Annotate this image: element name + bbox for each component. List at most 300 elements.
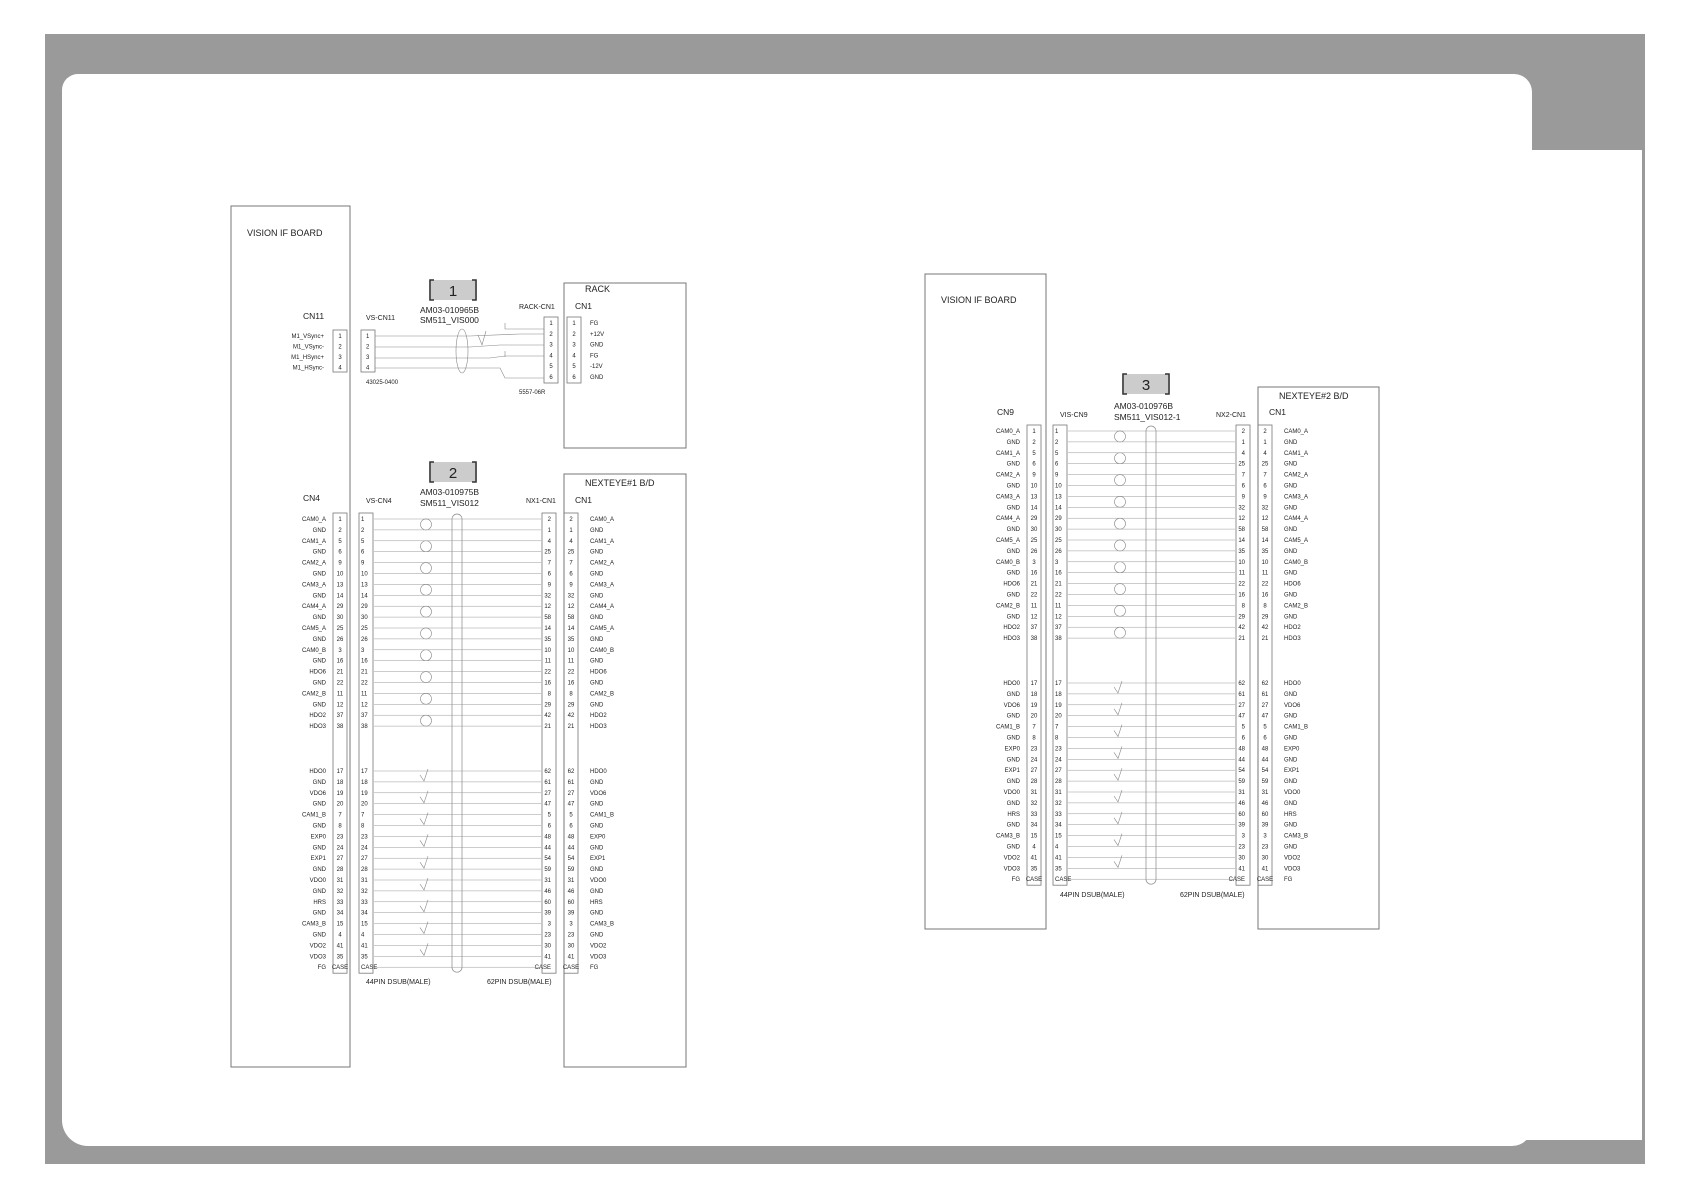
vs-pin: 26	[1055, 548, 1062, 555]
vs-pin: 8	[1055, 735, 1059, 742]
left-pin: 19	[1030, 702, 1038, 709]
left-pin: 35	[336, 954, 344, 961]
right-signal: GND	[590, 867, 604, 874]
nx-pin: 4	[547, 538, 551, 545]
cable1-rack-pin: 6	[549, 375, 553, 381]
cn1-pin: 21	[1261, 636, 1269, 643]
vs-pin: 22	[361, 680, 368, 687]
right-signal: CAM2_A	[590, 560, 615, 567]
shield-marker	[421, 715, 432, 726]
nx-pin: 6	[1241, 735, 1245, 742]
cn1-pin: 27	[567, 790, 575, 797]
left-signal: GND	[312, 527, 326, 534]
shield-marker	[1115, 627, 1126, 638]
right-signal: CAM0_A	[590, 517, 615, 523]
vs-pin: 19	[361, 790, 368, 797]
vs-pin: 38	[361, 724, 368, 731]
cn1-pin: 5	[1263, 724, 1267, 731]
left-signal: EXP0	[1004, 746, 1020, 753]
left-signal: CAM3_B	[995, 833, 1020, 840]
left-signal: CAM3_B	[301, 921, 326, 928]
nx-pin: 21	[1238, 636, 1245, 643]
left-pin: 25	[1030, 538, 1038, 544]
cable1-cn1-pin: 1	[572, 321, 576, 327]
right-signal: CAM3_A	[590, 582, 615, 589]
cable1-rack-pin: 5	[549, 364, 553, 371]
cable1-left-pin: 2	[338, 344, 342, 351]
vs-pin: 8	[361, 823, 365, 830]
cable1-vs-pin: 4	[366, 365, 370, 372]
left-signal: GND	[1006, 439, 1020, 446]
cable2-right-dsub: 62PIN DSUB(MALE)	[487, 979, 552, 986]
nexteye1-label: NEXTEYE#1 B/D	[585, 478, 655, 488]
nx-pin: 60	[1238, 811, 1245, 818]
cn1-pin: 31	[1261, 790, 1269, 796]
nexteye2-box	[1258, 387, 1379, 929]
nx-pin: 39	[1238, 822, 1245, 829]
cable1-rack-pin: 1	[549, 321, 553, 327]
left-pin: 34	[1030, 822, 1038, 829]
vs-pin: 28	[361, 867, 368, 874]
nx-pin: 10	[1238, 559, 1245, 566]
vs-pin: 29	[361, 604, 368, 611]
cn1-pin: 1	[1263, 439, 1267, 446]
nx-pin: 5	[1241, 724, 1245, 731]
vs-pin: 1	[361, 517, 365, 523]
nx-pin: 9	[1241, 494, 1245, 501]
vs-pin: 14	[1055, 505, 1062, 512]
left-pin: 4	[338, 932, 342, 939]
cable1-right-signal: -12V	[590, 364, 603, 371]
svg-text:1: 1	[448, 283, 458, 300]
left-signal: GND	[312, 658, 326, 665]
cable1-right-part: 5557-06R	[519, 390, 546, 396]
right-signal: GND	[590, 888, 604, 895]
cn1-pin: CASE	[562, 965, 580, 972]
right-signal: GND	[1284, 527, 1298, 534]
cable3-model: SM511_VIS012-1	[1114, 412, 1181, 422]
shield-marker	[1115, 496, 1126, 507]
vs-pin: 5	[361, 538, 365, 545]
left-pin: 23	[1030, 746, 1038, 753]
cable1-right-conn: CN1	[575, 301, 593, 311]
nx-pin: CASE	[1228, 877, 1245, 884]
left-pin: 35	[1030, 866, 1038, 873]
right-signal: GND	[1284, 570, 1298, 577]
right-signal: GND	[590, 527, 604, 534]
left-signal: HDO3	[1003, 636, 1020, 643]
left-pin: 10	[336, 571, 344, 578]
cn1-pin: 16	[567, 680, 575, 687]
left-pin: 25	[336, 626, 344, 632]
nx-pin: 29	[544, 702, 551, 709]
right-signal: GND	[590, 615, 604, 622]
left-pin: 32	[1030, 800, 1038, 807]
left-signal: CAM0_A	[301, 517, 326, 523]
nx-pin: 22	[544, 669, 551, 676]
svg-text:2: 2	[448, 465, 458, 482]
cn1-pin: CASE	[1256, 877, 1274, 884]
cable1-left-signal: M1_VSync-	[292, 344, 324, 351]
nexteye2-label: NEXTEYE#2 B/D	[1279, 391, 1349, 401]
vs-pin: 5	[1055, 450, 1059, 457]
right-signal: GND	[1284, 483, 1298, 490]
right-signal: FG	[590, 965, 599, 972]
left-pin: 18	[336, 779, 344, 786]
left-signal: GND	[1006, 548, 1020, 555]
vs-pin: 4	[1055, 844, 1059, 851]
left-signal: VDO6	[1003, 702, 1020, 709]
cable1-rack-conn: RACK-CN1	[519, 304, 555, 311]
left-signal: CAM2_A	[995, 472, 1020, 479]
shield-marker	[421, 650, 432, 661]
left-signal: EXP0	[310, 834, 326, 841]
left-pin: 27	[336, 856, 344, 863]
left-signal: GND	[312, 867, 326, 874]
cable1-vs-pin: 3	[366, 355, 370, 361]
vs-pin: 26	[361, 636, 368, 643]
cn1-pin: 61	[1261, 691, 1269, 698]
cable1-left-signal: M1_HSync-	[292, 365, 324, 372]
right-signal: GND	[590, 571, 604, 578]
cn1-pin: 32	[567, 593, 575, 600]
left-signal: GND	[1006, 844, 1020, 851]
nx-pin: 30	[544, 943, 551, 950]
cable2-nx-conn: NX1-CN1	[526, 498, 556, 505]
vs-pin: 10	[361, 571, 368, 578]
nx-pin: 7	[547, 560, 551, 567]
left-signal: GND	[312, 593, 326, 600]
cable1-left-pin: 4	[338, 365, 342, 372]
vs-pin: 35	[361, 954, 368, 961]
left-signal: FG	[317, 965, 326, 972]
nx-pin: 14	[544, 626, 551, 632]
cn1-pin: 42	[1261, 625, 1269, 632]
vision-if-board-right-label: VISION IF BOARD	[941, 295, 1017, 305]
nx-pin: 61	[544, 779, 551, 786]
vs-pin: 41	[1055, 855, 1062, 862]
cn1-pin: 44	[1261, 757, 1269, 764]
left-signal: GND	[312, 801, 326, 808]
vs-pin: 24	[361, 845, 368, 852]
left-signal: GND	[312, 779, 326, 786]
nx-pin: 54	[544, 856, 551, 863]
cable2-left-dsub: 44PIN DSUB(MALE)	[366, 979, 431, 986]
cn1-pin: 14	[567, 626, 575, 632]
right-signal: GND	[1284, 505, 1298, 512]
nx-pin: 8	[547, 691, 551, 698]
left-signal: CAM2_B	[301, 691, 326, 698]
left-signal: HDO6	[1003, 581, 1020, 588]
right-signal: EXP1	[1284, 768, 1300, 775]
left-pin: 17	[336, 769, 344, 775]
cable3-right-conn: CN1	[1269, 407, 1287, 417]
nx-pin: 5	[547, 812, 551, 819]
left-pin: 6	[338, 549, 342, 556]
shield-marker	[421, 519, 432, 530]
left-signal: CAM4_A	[301, 604, 326, 611]
left-pin: 22	[1030, 592, 1038, 599]
left-pin: 27	[1030, 768, 1038, 775]
nx-pin: 27	[544, 790, 551, 797]
left-pin: 12	[1030, 614, 1038, 621]
cable3-nx-conn: NX2-CN1	[1216, 412, 1246, 419]
vs-pin: 34	[361, 910, 368, 917]
cn1-pin: 6	[569, 823, 573, 830]
left-pin: 9	[338, 560, 342, 567]
nx-pin: 12	[544, 604, 551, 611]
cn1-pin: 7	[1263, 472, 1267, 479]
cn1-pin: 27	[1261, 702, 1269, 709]
rack-label: RACK	[585, 284, 611, 294]
right-signal: VDO0	[590, 878, 607, 884]
right-signal: GND	[1284, 461, 1298, 468]
right-signal: GND	[1284, 439, 1298, 446]
vs-pin: 7	[361, 812, 365, 819]
vs-pin: 4	[361, 932, 365, 939]
left-signal: EXP1	[1004, 768, 1020, 775]
right-signal: CAM1_B	[1284, 724, 1309, 731]
cable1-right-signal: FG	[590, 353, 599, 360]
cable1-vs-pin: 1	[366, 334, 370, 340]
left-signal: CAM1_A	[995, 450, 1020, 457]
shield-marker	[1115, 562, 1126, 573]
right-signal: CAM0_A	[1284, 429, 1309, 435]
vs-pin: 16	[361, 658, 368, 665]
vs-pin: 27	[361, 856, 368, 863]
left-pin: 30	[1030, 527, 1038, 534]
nx-pin: 12	[1238, 516, 1245, 523]
nx-pin: 47	[1238, 713, 1245, 720]
vs-pin: 13	[1055, 494, 1062, 501]
nx-pin: 42	[1238, 625, 1245, 632]
left-signal: HDO3	[309, 724, 326, 731]
vs-pin: 32	[361, 888, 368, 895]
nx-pin: 21	[544, 724, 551, 731]
right-signal: HDO0	[1284, 681, 1301, 687]
shield-marker	[421, 563, 432, 574]
left-signal: GND	[1006, 779, 1020, 786]
vs-pin: 12	[361, 702, 368, 709]
vs-pin: 37	[1055, 625, 1062, 632]
left-pin: 30	[336, 615, 344, 622]
right-signal: GND	[590, 593, 604, 600]
cn1-pin: 41	[1261, 866, 1269, 873]
left-signal: GND	[1006, 570, 1020, 577]
cn1-pin: 9	[569, 582, 573, 589]
right-signal: GND	[1284, 779, 1298, 786]
cn1-pin: 7	[569, 560, 573, 567]
cn1-pin: 59	[567, 867, 575, 874]
vs-pin: 3	[361, 647, 365, 654]
left-signal: GND	[312, 910, 326, 917]
left-pin: 2	[1032, 439, 1036, 446]
left-pin: 13	[1030, 494, 1038, 501]
right-signal: CAM2_A	[1284, 472, 1309, 479]
cable1-right-pins	[549, 321, 604, 381]
left-pin: 17	[1030, 681, 1038, 687]
nx-pin: 62	[544, 769, 551, 775]
left-pin: 7	[1032, 724, 1036, 731]
nx-pin: 8	[1241, 603, 1245, 610]
vs-pin: 18	[361, 779, 368, 786]
nx-pin: 10	[544, 647, 551, 654]
right-signal: GND	[1284, 735, 1298, 742]
left-signal: GND	[1006, 461, 1020, 468]
vs-pin: 18	[1055, 691, 1062, 698]
left-pin: 34	[336, 910, 344, 917]
cable2-part: AM03-010975B	[420, 487, 480, 497]
cn1-pin: 29	[567, 702, 575, 709]
right-signal: VDO6	[590, 790, 607, 797]
nx-pin: CASE	[534, 965, 551, 972]
left-pin: 7	[338, 812, 342, 819]
left-pin: 28	[1030, 779, 1038, 786]
vs-pin: 12	[1055, 614, 1062, 621]
cable1-right-signal: FG	[590, 321, 599, 327]
cn1-pin: 58	[567, 615, 575, 622]
nx-pin: 44	[1238, 757, 1245, 764]
vs-pin: 31	[361, 878, 368, 884]
right-signal: GND	[1284, 844, 1298, 851]
nx-pin: 31	[544, 878, 551, 884]
right-signal: GND	[590, 932, 604, 939]
right-signal: CAM2_B	[1284, 603, 1309, 610]
left-signal: HDO0	[1003, 681, 1020, 687]
cn1-pin: 12	[1261, 516, 1269, 523]
left-signal: GND	[1006, 483, 1020, 490]
left-signal: GND	[1006, 800, 1020, 807]
left-pin: 38	[1030, 636, 1038, 643]
cn1-pin: 46	[567, 888, 575, 895]
cn1-pin: 47	[1261, 713, 1269, 720]
cable1-right-signal: +12V	[590, 331, 605, 338]
left-pin: 31	[1030, 790, 1038, 796]
cable2-right-conn: CN1	[575, 495, 593, 505]
left-signal: CAM4_A	[995, 516, 1020, 523]
left-pin: 16	[1030, 570, 1038, 577]
vs-pin: 21	[1055, 581, 1062, 588]
shield-marker	[1115, 584, 1126, 595]
left-signal: HDO6	[309, 669, 326, 676]
right-signal: GND	[590, 779, 604, 786]
cn1-pin: 4	[1263, 450, 1267, 457]
right-signal: GND	[1284, 548, 1298, 555]
left-pin: 4	[1032, 844, 1036, 851]
cn1-pin: 29	[1261, 614, 1269, 621]
cn1-pin: 23	[1261, 844, 1269, 851]
vs-pin: 32	[1055, 800, 1062, 807]
left-signal: CAM0_B	[301, 647, 326, 654]
cn1-pin: 3	[569, 921, 573, 928]
left-signal: CAM2_A	[301, 560, 326, 567]
nx-pin: 7	[1241, 472, 1245, 479]
cn1-pin: 21	[567, 724, 575, 731]
left-signal: HRS	[313, 899, 326, 906]
nx-pin: 27	[1238, 702, 1245, 709]
left-signal: GND	[312, 680, 326, 687]
nx-pin: 46	[1238, 800, 1245, 807]
nx-pin: 46	[544, 888, 551, 895]
cn1-pin: 60	[567, 899, 575, 906]
vs-pin: 23	[361, 834, 368, 841]
cn1-pin: 23	[567, 932, 575, 939]
left-signal: CAM1_A	[301, 538, 326, 545]
vs-pin: 6	[1055, 461, 1059, 468]
cable3-left-dsub: 44PIN DSUB(MALE)	[1060, 892, 1125, 899]
nx-pin: 1	[1241, 439, 1245, 446]
nx-pin: 59	[1238, 779, 1245, 786]
right-signal: HDO6	[590, 669, 607, 676]
left-pin: 5	[1032, 450, 1036, 457]
nx-pin: 54	[1238, 768, 1245, 775]
vs-pin: 6	[361, 549, 365, 556]
vs-pin: 41	[361, 943, 368, 950]
right-signal: EXP0	[1284, 746, 1300, 753]
right-signal: GND	[1284, 757, 1298, 764]
cn1-pin: 4	[569, 538, 573, 545]
cn1-pin: 39	[567, 910, 575, 917]
left-pin: 24	[1030, 757, 1038, 764]
right-signal: FG	[1284, 877, 1293, 884]
cable2-left-conn: CN4	[303, 493, 321, 503]
left-signal: GND	[312, 549, 326, 556]
right-signal: GND	[590, 636, 604, 643]
right-signal: HDO3	[590, 724, 607, 731]
nx-pin: 16	[1238, 592, 1245, 599]
cn1-pin: 35	[1261, 548, 1269, 555]
left-signal: GND	[1006, 822, 1020, 829]
cable-sheath	[452, 514, 462, 972]
left-signal: GND	[312, 932, 326, 939]
cable3-badge	[1122, 374, 1170, 394]
cn1-pin: 10	[1261, 559, 1269, 566]
shield-marker	[421, 628, 432, 639]
vs-pin: 34	[1055, 822, 1062, 829]
right-signal: CAM3_A	[1284, 494, 1309, 501]
vs-pin: 24	[1055, 757, 1062, 764]
cn1-pin: 48	[1261, 746, 1269, 753]
left-pin: 5	[338, 538, 342, 545]
vs-pin: 16	[1055, 570, 1062, 577]
left-signal: HDO2	[1003, 625, 1020, 632]
shield-marker	[421, 693, 432, 704]
left-pin: 20	[336, 801, 344, 808]
left-pin: CASE	[1025, 877, 1043, 884]
right-signal: VDO0	[1284, 790, 1301, 796]
right-signal: VDO6	[1284, 702, 1301, 709]
vs-pin: 30	[361, 615, 368, 622]
vs-pin: 9	[1055, 472, 1059, 479]
nx-pin: 29	[1238, 614, 1245, 621]
cable2-vs-conn: VS-CN4	[366, 498, 392, 505]
cable1-cn1-pin: 6	[572, 375, 576, 381]
left-pin: 32	[336, 888, 344, 895]
right-signal: VDO2	[1284, 855, 1301, 862]
cn1-pin: 44	[567, 845, 575, 852]
left-signal: GND	[312, 571, 326, 578]
shield-marker	[421, 541, 432, 552]
nx-pin: 16	[544, 680, 551, 687]
left-pin: 21	[1030, 581, 1038, 588]
cn1-pin: 25	[1261, 461, 1269, 468]
nx-pin: 58	[544, 615, 551, 622]
nx-pin: 42	[544, 713, 551, 720]
vs-pin: 20	[361, 801, 368, 808]
nx-pin: 62	[1238, 681, 1245, 687]
cable3-vs-conn: VIS-CN9	[1060, 412, 1088, 419]
cn1-pin: 54	[1261, 768, 1269, 775]
